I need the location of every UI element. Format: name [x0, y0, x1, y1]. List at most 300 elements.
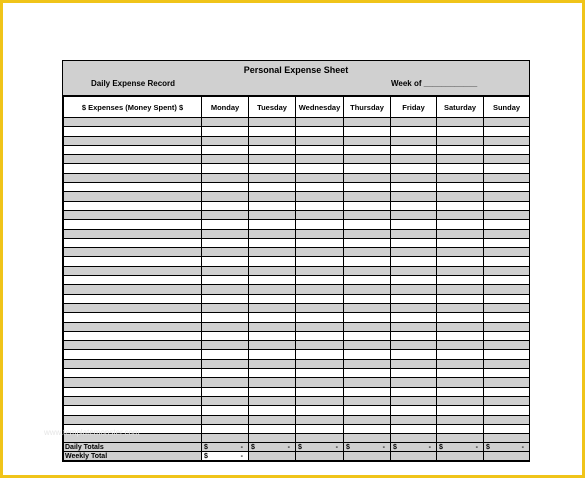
- cell-saturday[interactable]: [437, 136, 484, 145]
- cell-wednesday[interactable]: [296, 164, 344, 173]
- cell-saturday[interactable]: [437, 359, 484, 368]
- cell-friday[interactable]: [391, 136, 437, 145]
- cell-saturday[interactable]: [437, 248, 484, 257]
- cell-friday[interactable]: [391, 164, 437, 173]
- cell-monday[interactable]: [202, 276, 249, 285]
- cell-thursday[interactable]: [344, 424, 391, 433]
- cell-friday[interactable]: [391, 220, 437, 229]
- cell-expenses[interactable]: [64, 303, 202, 312]
- cell-saturday[interactable]: [437, 183, 484, 192]
- cell-saturday[interactable]: [437, 210, 484, 219]
- blank-cell: [296, 452, 344, 461]
- cell-thursday[interactable]: [344, 294, 391, 303]
- cell-tuesday[interactable]: [249, 155, 296, 164]
- cell-saturday[interactable]: [437, 220, 484, 229]
- table-row: [64, 238, 530, 247]
- cell-expenses[interactable]: [64, 350, 202, 359]
- cell-tuesday[interactable]: [249, 229, 296, 238]
- cell-saturday[interactable]: [437, 155, 484, 164]
- cell-tuesday[interactable]: [249, 276, 296, 285]
- cell-saturday[interactable]: [437, 229, 484, 238]
- cell-saturday[interactable]: [437, 406, 484, 415]
- cell-friday[interactable]: [391, 173, 437, 182]
- cell-saturday[interactable]: [437, 294, 484, 303]
- cell-sunday[interactable]: [484, 406, 530, 415]
- cell-thursday[interactable]: [344, 183, 391, 192]
- cell-thursday[interactable]: [344, 285, 391, 294]
- cell-friday[interactable]: [391, 155, 437, 164]
- cell-sunday[interactable]: [484, 276, 530, 285]
- cell-friday[interactable]: [391, 322, 437, 331]
- cell-expenses[interactable]: [64, 322, 202, 331]
- cell-sunday[interactable]: [484, 118, 530, 127]
- cell-monday[interactable]: [202, 359, 249, 368]
- cell-expenses[interactable]: [64, 406, 202, 415]
- cell-sunday[interactable]: [484, 127, 530, 136]
- cell-saturday[interactable]: [437, 396, 484, 405]
- cell-expenses[interactable]: [64, 183, 202, 192]
- cell-tuesday[interactable]: [249, 257, 296, 266]
- cell-friday[interactable]: [391, 276, 437, 285]
- cell-expenses[interactable]: [64, 238, 202, 247]
- cell-monday[interactable]: [202, 210, 249, 219]
- cell-saturday[interactable]: [437, 303, 484, 312]
- table-row: [64, 210, 530, 219]
- cell-monday[interactable]: [202, 266, 249, 275]
- cell-wednesday[interactable]: [296, 415, 344, 424]
- cell-saturday[interactable]: [437, 387, 484, 396]
- cell-monday[interactable]: [202, 127, 249, 136]
- cell-tuesday[interactable]: [249, 396, 296, 405]
- cell-expenses[interactable]: [64, 164, 202, 173]
- cell-wednesday[interactable]: [296, 173, 344, 182]
- cell-monday[interactable]: [202, 164, 249, 173]
- cell-expenses[interactable]: [64, 192, 202, 201]
- cell-sunday[interactable]: [484, 313, 530, 322]
- cell-friday[interactable]: [391, 294, 437, 303]
- cell-saturday[interactable]: [437, 350, 484, 359]
- cell-saturday[interactable]: [437, 257, 484, 266]
- cell-wednesday[interactable]: [296, 192, 344, 201]
- cell-sunday[interactable]: [484, 359, 530, 368]
- cell-wednesday[interactable]: [296, 341, 344, 350]
- cell-wednesday[interactable]: [296, 136, 344, 145]
- cell-tuesday[interactable]: [249, 313, 296, 322]
- cell-saturday[interactable]: [437, 192, 484, 201]
- currency-symbol: $: [251, 443, 255, 451]
- dash-value: -: [521, 443, 524, 451]
- cell-wednesday[interactable]: [296, 210, 344, 219]
- cell-sunday[interactable]: [484, 285, 530, 294]
- cell-thursday[interactable]: [344, 201, 391, 210]
- cell-friday[interactable]: [391, 248, 437, 257]
- cell-wednesday[interactable]: [296, 396, 344, 405]
- currency-symbol: $: [204, 452, 208, 460]
- cell-monday[interactable]: [202, 341, 249, 350]
- table-row: [64, 248, 530, 257]
- cell-saturday[interactable]: [437, 145, 484, 154]
- cell-saturday[interactable]: [437, 424, 484, 433]
- cell-wednesday[interactable]: [296, 434, 344, 443]
- column-header-row: [64, 97, 530, 118]
- cell-expenses[interactable]: [64, 313, 202, 322]
- cell-sunday[interactable]: [484, 322, 530, 331]
- cell-sunday[interactable]: [484, 183, 530, 192]
- cell-monday[interactable]: [202, 238, 249, 247]
- cell-tuesday[interactable]: [249, 322, 296, 331]
- cell-expenses[interactable]: [64, 173, 202, 182]
- cell-wednesday[interactable]: [296, 369, 344, 378]
- cell-tuesday[interactable]: [249, 434, 296, 443]
- cell-expenses[interactable]: [64, 136, 202, 145]
- cell-expenses[interactable]: [64, 118, 202, 127]
- cell-sunday[interactable]: [484, 378, 530, 387]
- cell-thursday[interactable]: [344, 331, 391, 340]
- cell-wednesday[interactable]: [296, 276, 344, 285]
- cell-wednesday[interactable]: [296, 331, 344, 340]
- cell-friday[interactable]: [391, 387, 437, 396]
- cell-thursday[interactable]: [344, 229, 391, 238]
- cell-monday[interactable]: [202, 145, 249, 154]
- cell-friday[interactable]: [391, 303, 437, 312]
- cell-friday[interactable]: [391, 118, 437, 127]
- cell-sunday[interactable]: [484, 201, 530, 210]
- table-row: [64, 387, 530, 396]
- cell-wednesday[interactable]: [296, 406, 344, 415]
- cell-tuesday[interactable]: [249, 387, 296, 396]
- cell-friday[interactable]: [391, 266, 437, 275]
- cell-wednesday[interactable]: [296, 183, 344, 192]
- cell-tuesday[interactable]: [249, 145, 296, 154]
- cell-wednesday[interactable]: [296, 322, 344, 331]
- cell-monday[interactable]: [202, 406, 249, 415]
- cell-saturday[interactable]: [437, 127, 484, 136]
- cell-thursday[interactable]: [344, 266, 391, 275]
- cell-expenses[interactable]: [64, 210, 202, 219]
- cell-tuesday[interactable]: [249, 201, 296, 210]
- cell-sunday[interactable]: [484, 424, 530, 433]
- cell-expenses[interactable]: [64, 285, 202, 294]
- cell-saturday[interactable]: [437, 238, 484, 247]
- cell-monday[interactable]: [202, 387, 249, 396]
- cell-tuesday[interactable]: [249, 118, 296, 127]
- cell-saturday[interactable]: [437, 285, 484, 294]
- cell-saturday[interactable]: [437, 369, 484, 378]
- cell-thursday[interactable]: [344, 434, 391, 443]
- cell-friday[interactable]: [391, 396, 437, 405]
- cell-monday[interactable]: [202, 415, 249, 424]
- cell-monday[interactable]: [202, 248, 249, 257]
- cell-wednesday[interactable]: [296, 220, 344, 229]
- cell-monday[interactable]: [202, 396, 249, 405]
- cell-friday[interactable]: [391, 341, 437, 350]
- cell-friday[interactable]: [391, 406, 437, 415]
- cell-sunday[interactable]: [484, 229, 530, 238]
- cell-thursday[interactable]: [344, 164, 391, 173]
- cell-monday[interactable]: [202, 294, 249, 303]
- cell-wednesday[interactable]: [296, 424, 344, 433]
- cell-thursday[interactable]: [344, 238, 391, 247]
- cell-wednesday[interactable]: [296, 285, 344, 294]
- cell-saturday[interactable]: [437, 434, 484, 443]
- cell-monday[interactable]: [202, 173, 249, 182]
- cell-tuesday[interactable]: [249, 294, 296, 303]
- cell-sunday[interactable]: [484, 192, 530, 201]
- cell-sunday[interactable]: [484, 173, 530, 182]
- cell-tuesday[interactable]: [249, 192, 296, 201]
- cell-tuesday[interactable]: [249, 285, 296, 294]
- cell-expenses[interactable]: [64, 294, 202, 303]
- cell-expenses[interactable]: [64, 127, 202, 136]
- cell-sunday[interactable]: [484, 266, 530, 275]
- cell-sunday[interactable]: [484, 136, 530, 145]
- cell-monday[interactable]: [202, 257, 249, 266]
- cell-wednesday[interactable]: [296, 350, 344, 359]
- table-row: [64, 331, 530, 340]
- cell-friday[interactable]: [391, 183, 437, 192]
- cell-friday[interactable]: [391, 378, 437, 387]
- cell-wednesday[interactable]: [296, 145, 344, 154]
- cell-friday[interactable]: [391, 229, 437, 238]
- cell-friday[interactable]: [391, 359, 437, 368]
- column-header-expenses: $ Expenses (Money Spent) $: [64, 97, 202, 118]
- cell-tuesday[interactable]: [249, 303, 296, 312]
- cell-sunday[interactable]: [484, 294, 530, 303]
- cell-expenses[interactable]: [64, 229, 202, 238]
- cell-tuesday[interactable]: [249, 173, 296, 182]
- cell-sunday[interactable]: [484, 145, 530, 154]
- cell-saturday[interactable]: [437, 415, 484, 424]
- column-header-sunday: Sunday: [484, 97, 530, 118]
- cell-wednesday[interactable]: [296, 229, 344, 238]
- cell-expenses[interactable]: [64, 220, 202, 229]
- cell-friday[interactable]: [391, 285, 437, 294]
- cell-sunday[interactable]: [484, 434, 530, 443]
- cell-thursday[interactable]: [344, 173, 391, 182]
- cell-monday[interactable]: [202, 424, 249, 433]
- cell-wednesday[interactable]: [296, 201, 344, 210]
- cell-expenses[interactable]: [64, 378, 202, 387]
- cell-tuesday[interactable]: [249, 164, 296, 173]
- cell-expenses[interactable]: [64, 257, 202, 266]
- cell-wednesday[interactable]: [296, 118, 344, 127]
- cell-expenses[interactable]: [64, 276, 202, 285]
- cell-sunday[interactable]: [484, 164, 530, 173]
- cell-sunday[interactable]: [484, 248, 530, 257]
- cell-saturday[interactable]: [437, 201, 484, 210]
- cell-monday[interactable]: [202, 331, 249, 340]
- cell-tuesday[interactable]: [249, 406, 296, 415]
- cell-wednesday[interactable]: [296, 155, 344, 164]
- cell-wednesday[interactable]: [296, 238, 344, 247]
- cell-wednesday[interactable]: [296, 127, 344, 136]
- cell-saturday[interactable]: [437, 118, 484, 127]
- cell-friday[interactable]: [391, 210, 437, 219]
- cell-monday[interactable]: [202, 136, 249, 145]
- cell-sunday[interactable]: [484, 396, 530, 405]
- cell-saturday[interactable]: [437, 378, 484, 387]
- cell-thursday[interactable]: [344, 145, 391, 154]
- cell-friday[interactable]: [391, 127, 437, 136]
- cell-monday[interactable]: [202, 192, 249, 201]
- cell-expenses[interactable]: [64, 415, 202, 424]
- table-row: [64, 359, 530, 368]
- cell-thursday[interactable]: [344, 415, 391, 424]
- cell-sunday[interactable]: [484, 257, 530, 266]
- cell-tuesday[interactable]: [249, 136, 296, 145]
- dash-value: -: [335, 443, 338, 451]
- cell-expenses[interactable]: [64, 201, 202, 210]
- cell-thursday[interactable]: [344, 210, 391, 219]
- cell-tuesday[interactable]: [249, 378, 296, 387]
- cell-wednesday[interactable]: [296, 266, 344, 275]
- cell-sunday[interactable]: [484, 210, 530, 219]
- cell-thursday[interactable]: [344, 341, 391, 350]
- cell-expenses[interactable]: [64, 266, 202, 275]
- cell-saturday[interactable]: [437, 276, 484, 285]
- cell-thursday[interactable]: [344, 406, 391, 415]
- cell-thursday[interactable]: [344, 220, 391, 229]
- cell-tuesday[interactable]: [249, 248, 296, 257]
- cell-wednesday[interactable]: [296, 387, 344, 396]
- cell-friday[interactable]: [391, 238, 437, 247]
- cell-friday[interactable]: [391, 257, 437, 266]
- cell-monday[interactable]: [202, 369, 249, 378]
- cell-thursday[interactable]: [344, 118, 391, 127]
- cell-monday[interactable]: [202, 434, 249, 443]
- cell-expenses[interactable]: [64, 341, 202, 350]
- cell-thursday[interactable]: [344, 359, 391, 368]
- cell-friday[interactable]: [391, 369, 437, 378]
- cell-expenses[interactable]: [64, 331, 202, 340]
- cell-wednesday[interactable]: [296, 359, 344, 368]
- blank-cell: [391, 452, 437, 461]
- cell-tuesday[interactable]: [249, 266, 296, 275]
- cell-thursday[interactable]: [344, 276, 391, 285]
- cell-friday[interactable]: [391, 201, 437, 210]
- cell-thursday[interactable]: [344, 350, 391, 359]
- cell-friday[interactable]: [391, 424, 437, 433]
- cell-sunday[interactable]: [484, 350, 530, 359]
- sheet-header: [63, 61, 529, 96]
- cell-sunday[interactable]: [484, 155, 530, 164]
- cell-saturday[interactable]: [437, 331, 484, 340]
- cell-friday[interactable]: [391, 145, 437, 154]
- cell-monday[interactable]: [202, 313, 249, 322]
- cell-tuesday[interactable]: [249, 238, 296, 247]
- column-header-monday: Monday: [202, 97, 249, 118]
- cell-sunday[interactable]: [484, 238, 530, 247]
- cell-monday[interactable]: [202, 378, 249, 387]
- cell-saturday[interactable]: [437, 173, 484, 182]
- cell-wednesday[interactable]: [296, 378, 344, 387]
- cell-sunday[interactable]: [484, 341, 530, 350]
- cell-expenses[interactable]: [64, 359, 202, 368]
- cell-tuesday[interactable]: [249, 331, 296, 340]
- cell-friday[interactable]: [391, 331, 437, 340]
- total-cell: [344, 443, 391, 452]
- cell-sunday[interactable]: [484, 387, 530, 396]
- cell-friday[interactable]: [391, 415, 437, 424]
- cell-wednesday[interactable]: [296, 248, 344, 257]
- cell-wednesday[interactable]: [296, 294, 344, 303]
- cell-thursday[interactable]: [344, 127, 391, 136]
- cell-sunday[interactable]: [484, 415, 530, 424]
- cell-thursday[interactable]: [344, 303, 391, 312]
- cell-monday[interactable]: [202, 285, 249, 294]
- cell-expenses[interactable]: [64, 145, 202, 154]
- cell-tuesday[interactable]: [249, 359, 296, 368]
- cell-tuesday[interactable]: [249, 424, 296, 433]
- cell-saturday[interactable]: [437, 164, 484, 173]
- cell-tuesday[interactable]: [249, 341, 296, 350]
- cell-tuesday[interactable]: [249, 415, 296, 424]
- cell-thursday[interactable]: [344, 396, 391, 405]
- cell-thursday[interactable]: [344, 155, 391, 164]
- cell-expenses[interactable]: [64, 396, 202, 405]
- table-row: [64, 136, 530, 145]
- cell-thursday[interactable]: [344, 378, 391, 387]
- cell-wednesday[interactable]: [296, 313, 344, 322]
- cell-thursday[interactable]: [344, 136, 391, 145]
- cell-thursday[interactable]: [344, 248, 391, 257]
- cell-wednesday[interactable]: [296, 303, 344, 312]
- cell-monday[interactable]: [202, 155, 249, 164]
- cell-monday[interactable]: [202, 229, 249, 238]
- cell-monday[interactable]: [202, 220, 249, 229]
- cell-sunday[interactable]: [484, 331, 530, 340]
- cell-friday[interactable]: [391, 313, 437, 322]
- cell-tuesday[interactable]: [249, 127, 296, 136]
- cell-friday[interactable]: [391, 192, 437, 201]
- cell-tuesday[interactable]: [249, 350, 296, 359]
- currency-symbol: $: [393, 443, 397, 451]
- cell-monday[interactable]: [202, 201, 249, 210]
- cell-monday[interactable]: [202, 183, 249, 192]
- cell-sunday[interactable]: [484, 369, 530, 378]
- cell-thursday[interactable]: [344, 387, 391, 396]
- cell-saturday[interactable]: [437, 266, 484, 275]
- cell-saturday[interactable]: [437, 341, 484, 350]
- cell-tuesday[interactable]: [249, 183, 296, 192]
- cell-thursday[interactable]: [344, 369, 391, 378]
- cell-saturday[interactable]: [437, 313, 484, 322]
- cell-friday[interactable]: [391, 434, 437, 443]
- cell-thursday[interactable]: [344, 313, 391, 322]
- cell-sunday[interactable]: [484, 303, 530, 312]
- cell-expenses[interactable]: [64, 387, 202, 396]
- cell-monday[interactable]: [202, 118, 249, 127]
- cell-thursday[interactable]: [344, 322, 391, 331]
- cell-tuesday[interactable]: [249, 210, 296, 219]
- cell-monday[interactable]: [202, 303, 249, 312]
- cell-thursday[interactable]: [344, 192, 391, 201]
- cell-tuesday[interactable]: [249, 220, 296, 229]
- currency-symbol: $: [486, 443, 490, 451]
- cell-thursday[interactable]: [344, 257, 391, 266]
- cell-expenses[interactable]: [64, 248, 202, 257]
- cell-tuesday[interactable]: [249, 369, 296, 378]
- cell-friday[interactable]: [391, 350, 437, 359]
- cell-sunday[interactable]: [484, 220, 530, 229]
- cell-saturday[interactable]: [437, 322, 484, 331]
- cell-wednesday[interactable]: [296, 257, 344, 266]
- cell-monday[interactable]: [202, 350, 249, 359]
- cell-monday[interactable]: [202, 322, 249, 331]
- cell-expenses[interactable]: [64, 369, 202, 378]
- cell-expenses[interactable]: [64, 155, 202, 164]
- total-cell: [484, 443, 530, 452]
